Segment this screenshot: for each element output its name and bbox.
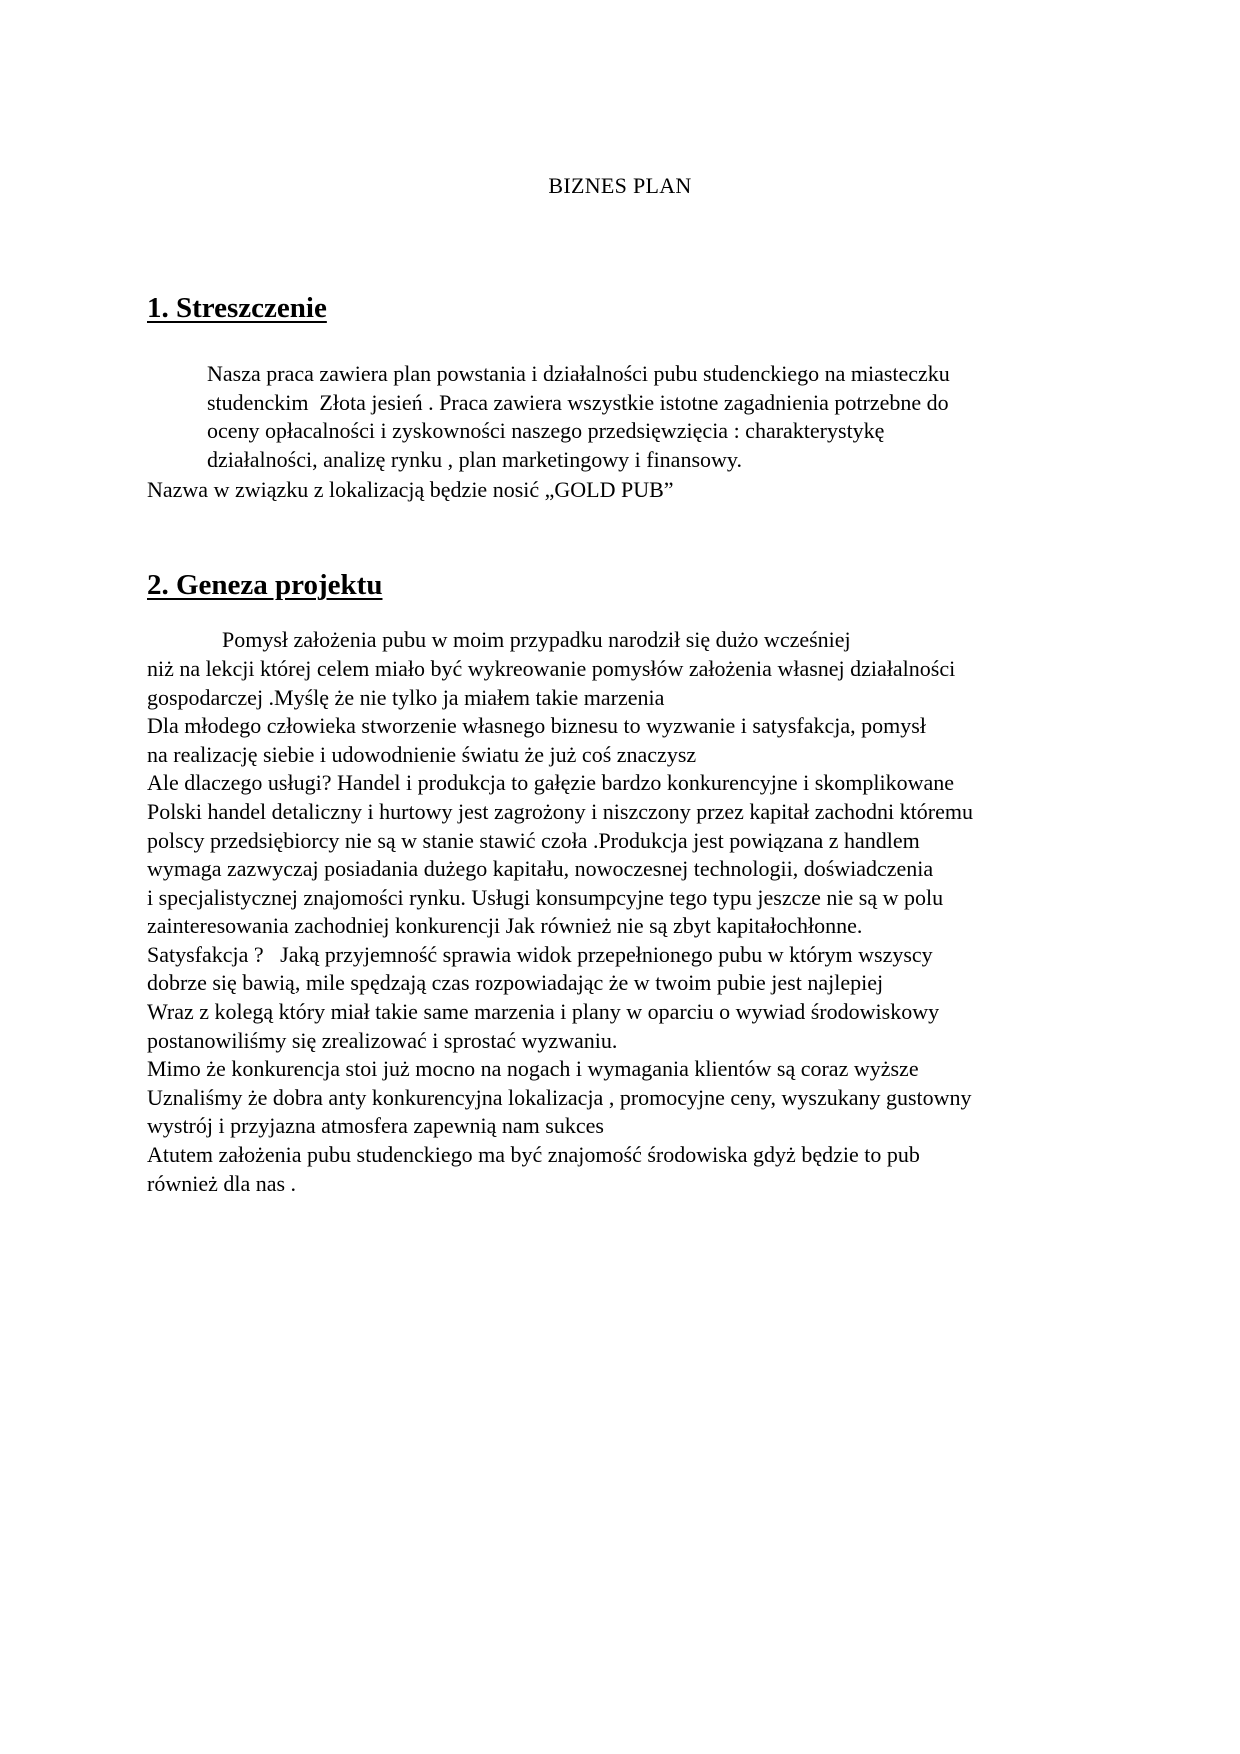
paragraph-line: wystrój i przyjazna atmosfera zapewnią nam sukces — [147, 1113, 604, 1138]
paragraph-line: Atutem założenia pubu studenckiego ma być znajomość środowiska gdyż będzie to pub — [147, 1142, 920, 1167]
paragraph-line: zainteresowania zachodniej konkurencji Jak również nie są zbyt kapitałochłonne. — [147, 913, 863, 938]
paragraph-line: wymaga zazwyczaj posiadania dużego kapitału, nowoczesnej technologii, doświadczenia — [147, 856, 934, 881]
paragraph-line: Dla młodego człowieka stworzenie własnego biznesu to wyzwanie i satysfakcja, pomysł — [147, 713, 926, 738]
paragraph-line: również dla nas . — [147, 1171, 297, 1196]
paragraph-line: Pomysł założenia pubu w moim przypadku narodził się dużo wcześniej — [222, 627, 851, 652]
paragraph-line: Uznaliśmy że dobra anty konkurencyjna lokalizacja , promocyjne ceny, wyszukany gustowny — [147, 1085, 972, 1110]
paragraph-line: i specjalistycznej znajomości rynku. Usługi konsumpcyjne tego typu jeszcze nie są w polu — [147, 885, 944, 910]
section-heading-geneza: 2. Geneza projektu — [147, 569, 383, 601]
paragraph-line: Polski handel detaliczny i hurtowy jest zagrożony i niszczony przez kapitał zachodni któremu — [147, 799, 973, 824]
document-title: BIZNES PLAN — [548, 173, 692, 198]
paragraph-line: oceny opłacalności i zyskowności naszego przedsięwzięcia : charakterystykę — [207, 418, 885, 443]
paragraph-line: polscy przedsiębiorcy nie są w stanie stawić czoła .Produkcja jest powiązana z handlem — [147, 828, 920, 853]
paragraph-line: Wraz z kolegą który miał takie same marzenia i plany w oparciu o wywiad środowiskowy — [147, 999, 940, 1024]
paragraph-line: studenckim Złota jesień . Praca zawiera wszystkie istotne zagadnienia potrzebne do — [207, 390, 949, 415]
paragraph-line: postanowiliśmy się zrealizować i sprostać wyzwaniu. — [147, 1028, 618, 1053]
paragraph-line: Mimo że konkurencja stoi już mocno na nogach i wymagania klientów są coraz wyższe — [147, 1056, 919, 1081]
paragraph-line: Satysfakcja ? Jaką przyjemność sprawia widok przepełnionego pubu w którym wszyscy — [147, 942, 933, 967]
paragraph-line: Nazwa w związku z lokalizacją będzie nosić „GOLD PUB” — [147, 477, 674, 502]
paragraph-line: niż na lekcji której celem miało być wykreowanie pomysłów założenia własnej działalności — [147, 656, 956, 681]
paragraph-line: Nasza praca zawiera plan powstania i działalności pubu studenckiego na miasteczku — [207, 361, 950, 386]
section-heading-streszczenie: 1. Streszczenie — [147, 292, 327, 324]
paragraph-line: Ale dlaczego usługi? Handel i produkcja to gałęzie bardzo konkurencyjne i skomplikowane — [147, 770, 955, 795]
paragraph-line: gospodarczej .Myślę że nie tylko ja miałem takie marzenia — [147, 685, 665, 710]
paragraph-line: dobrze się bawią, mile spędzają czas rozpowiadając że w twoim pubie jest najlepiej — [147, 970, 884, 995]
paragraph-line: na realizację siebie i udowodnienie światu że już coś znaczysz — [147, 742, 697, 767]
paragraph-line: działalności, analizę rynku , plan marketingowy i finansowy. — [207, 447, 742, 472]
